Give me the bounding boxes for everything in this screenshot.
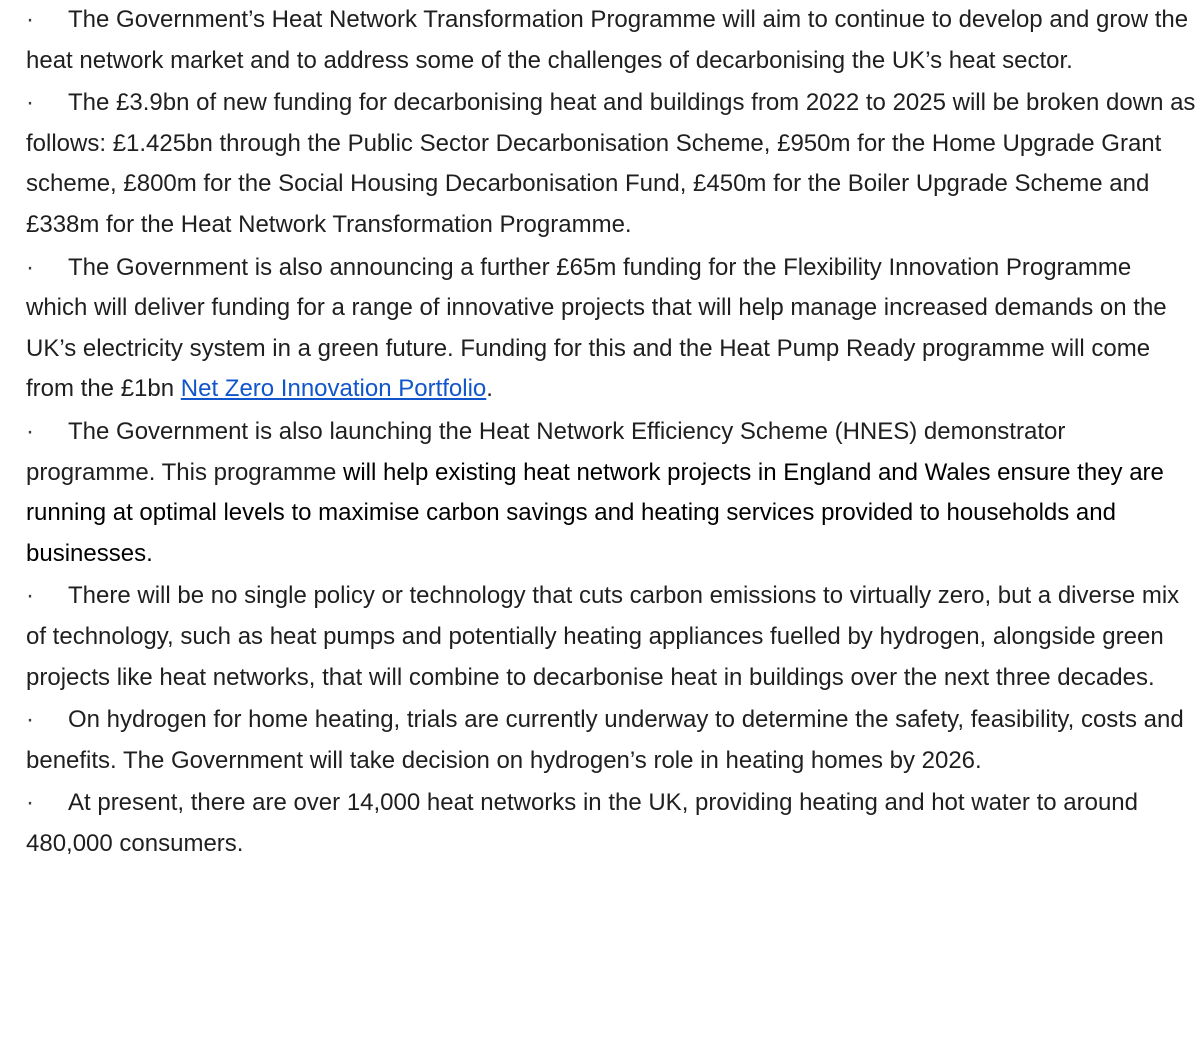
bullet-text: There will be no single policy or technology that cuts carbon emissions to virtually zero, but a diverse mix of technology, such as heat pumps and potentially heating appliances fuelled by hydrogen, alongside green projects like heat networks, that will combine to decarbonise heat in buildings over the next three decades.	[26, 582, 1180, 691]
bullet-item-flexibility-innovation	[26, 248, 1196, 410]
bullet-item-heat-network-programme	[26, 0, 1196, 81]
bullet-text: The Government is also announcing a further £65m funding for the Flexibility Innovation Programme which will deliver funding for a range of innovative projects that will help manage increased demands on the UK’s electricity system in a green future. Funding for this and the Heat Pump Ready programme will come from the £1bn	[26, 253, 1167, 403]
bullet-dot-icon: ·	[26, 582, 34, 610]
bullet-dot-icon: ·	[26, 706, 34, 734]
bullet-item-funding-breakdown	[26, 83, 1196, 245]
bullet-text: The Government is also launching the Heat Network Efficiency Scheme (HNES) demonstrator programme. This programme	[26, 417, 1066, 486]
bullet-text-emphasis: will help existing heat network projects in England and Wales ensure they are running at optimal levels to maximise carbon savings and heating services provided to households and businesses.	[26, 458, 1164, 567]
bullet-text-end: .	[486, 375, 493, 403]
bullet-dot-icon: ·	[26, 89, 34, 117]
bullet-dot-icon: ·	[26, 253, 34, 281]
document-body	[26, 0, 1196, 864]
bullet-item-heat-networks-count	[26, 783, 1196, 864]
bullet-text: On hydrogen for home heating, trials are currently underway to determine the safety, feasibility, costs and benefits. The Government will take decision on hydrogen’s role in heating homes by 2026.	[26, 706, 1184, 774]
bullet-text: The Government’s Heat Network Transformation Programme will aim to continue to develop and grow the heat network market and to address some of the challenges of decarbonising the UK’s heat sector.	[26, 6, 1189, 74]
bullet-text: The £3.9bn of new funding for decarbonising heat and buildings from 2022 to 2025 will be broken down as follows: £1.425bn through the Public Sector Decarbonisation Scheme, £950m for the Home Upgrade Grant scheme, £800m for the Social Housing Decarbonisation Fund, £450m for the Boiler Upgrade Scheme and £338m for the Heat Network Transformation Programme.	[26, 89, 1196, 238]
bullet-dot-icon: ·	[26, 789, 34, 817]
net-zero-innovation-portfolio-link[interactable]: Net Zero Innovation Portfolio	[180, 375, 487, 403]
bullet-item-technology-mix	[26, 576, 1196, 698]
bullet-dot-icon: ·	[26, 417, 34, 445]
bullet-dot-icon: ·	[26, 6, 34, 33]
bullet-item-hnes-demonstrator	[26, 412, 1196, 574]
bullet-item-hydrogen-heating	[26, 700, 1196, 781]
bullet-text: At present, there are over 14,000 heat networks in the UK, providing heating and hot water to around 480,000 consumers.	[26, 789, 1139, 857]
